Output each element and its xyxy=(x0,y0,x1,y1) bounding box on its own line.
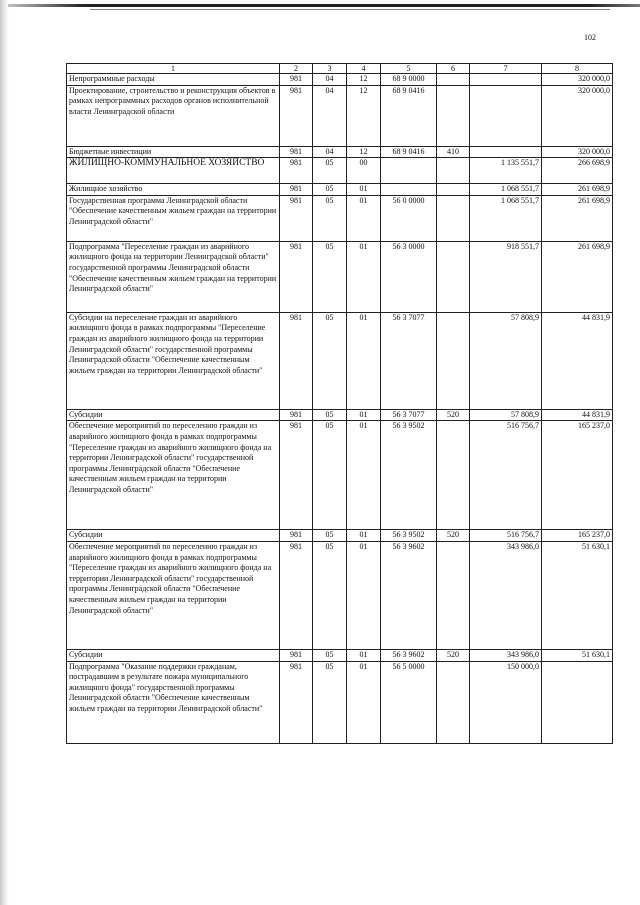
column-header: 1 xyxy=(67,64,280,74)
cell-amount-2: 320 000,0 xyxy=(542,74,613,86)
cell-target-article: 56 5 0000 xyxy=(381,661,437,743)
cell-amount-1: 1 135 551,7 xyxy=(470,158,542,184)
table-row xyxy=(67,649,613,661)
cell-section: 05 xyxy=(313,661,347,743)
cell-section: 04 xyxy=(313,85,347,146)
cell-subsection: 00 xyxy=(347,158,381,184)
cell-ministry-code: 981 xyxy=(280,409,313,421)
cell-name: Субсидии на переселение граждан из аварийного жилищного фонда в рамках подпрограммы "Переселение граждан из аварийного жилищного фонда на территории Ленинградской области" государственной программы Ленинградской области "Обеспечение качественным жильем граждан на территории Ленинградской области" xyxy=(67,312,280,409)
column-header: 7 xyxy=(470,64,542,74)
cell-amount-2: 51 630,1 xyxy=(542,649,613,661)
cell-target-article: 56 3 7077 xyxy=(381,312,437,409)
table-row xyxy=(67,184,613,196)
cell-amount-2: 320 000,0 xyxy=(542,85,613,146)
cell-expense-type xyxy=(437,421,470,530)
cell-subsection: 01 xyxy=(347,312,381,409)
table-row xyxy=(67,312,613,409)
cell-section: 05 xyxy=(313,421,347,530)
cell-target-article xyxy=(381,184,437,196)
cell-ministry-code: 981 xyxy=(280,241,313,312)
cell-section: 05 xyxy=(313,241,347,312)
cell-section: 05 xyxy=(313,649,347,661)
table-row xyxy=(67,158,613,184)
cell-amount-1 xyxy=(470,146,542,158)
cell-subsection: 12 xyxy=(347,85,381,146)
cell-target-article: 68 9 0416 xyxy=(381,85,437,146)
cell-ministry-code: 981 xyxy=(280,85,313,146)
cell-subsection: 12 xyxy=(347,74,381,86)
cell-expense-type xyxy=(437,184,470,196)
cell-name: Обеспечение мероприятий по переселению граждан из аварийного жилищного фонда в рамках подпрограммы "Переселение граждан из аварийного жилищного фонда на территории Ленинградской области" государственной программы Ленинградской области "Обеспечение качественным жильем граждан на территории Ленинградской области" xyxy=(67,421,280,530)
cell-expense-type xyxy=(437,241,470,312)
cell-target-article xyxy=(381,158,437,184)
cell-section: 04 xyxy=(313,146,347,158)
table-row xyxy=(67,530,613,542)
cell-expense-type xyxy=(437,85,470,146)
cell-subsection: 12 xyxy=(347,146,381,158)
cell-ministry-code: 981 xyxy=(280,146,313,158)
column-header: 2 xyxy=(280,64,313,74)
cell-amount-2: 165 237,0 xyxy=(542,421,613,530)
table-row xyxy=(67,409,613,421)
cell-name: Государственная программа Ленинградской области "Обеспечение качественным жильем граждан на территории Ленинградской области" xyxy=(67,195,280,241)
cell-section: 05 xyxy=(313,158,347,184)
cell-subsection: 01 xyxy=(347,409,381,421)
cell-name: Проектирование, строительство и реконструкция объектов в рамках непрограммных расходов органов исполнительной власти Ленинградской области xyxy=(67,85,280,146)
cell-name: Субсидии xyxy=(67,530,280,542)
table-row xyxy=(67,541,613,649)
cell-amount-1: 918 551,7 xyxy=(470,241,542,312)
cell-expense-type xyxy=(437,541,470,649)
cell-amount-2: 266 698,9 xyxy=(542,158,613,184)
cell-subsection: 01 xyxy=(347,421,381,530)
table-row xyxy=(67,241,613,312)
cell-ministry-code: 981 xyxy=(280,74,313,86)
table-row xyxy=(67,195,613,241)
cell-subsection: 01 xyxy=(347,195,381,241)
cell-target-article: 56 3 9602 xyxy=(381,649,437,661)
table-row xyxy=(67,421,613,530)
cell-target-article: 56 0 0000 xyxy=(381,195,437,241)
cell-expense-type xyxy=(437,195,470,241)
scan-top-line xyxy=(90,9,610,10)
cell-name: Жилищное хозяйство xyxy=(67,184,280,196)
cell-amount-1 xyxy=(470,74,542,86)
cell-amount-1: 516 756,7 xyxy=(470,530,542,542)
cell-section: 05 xyxy=(313,541,347,649)
table-row xyxy=(67,85,613,146)
cell-amount-2: 261 698,9 xyxy=(542,195,613,241)
cell-name: Подпрограмма "Оказание поддержки гражданам, пострадавшим в результате пожара муниципального жилищного фонда" государственной программы Ленинградской области "Обеспечение качественным жильем граждан на территории Ленинградской области" xyxy=(67,661,280,743)
cell-target-article: 56 3 9502 xyxy=(381,530,437,542)
table-row xyxy=(67,146,613,158)
cell-expense-type: 410 xyxy=(437,146,470,158)
cell-section: 05 xyxy=(313,312,347,409)
cell-amount-1: 343 986,0 xyxy=(470,649,542,661)
cell-amount-1: 1 068 551,7 xyxy=(470,195,542,241)
cell-amount-2: 261 698,9 xyxy=(542,184,613,196)
cell-expense-type xyxy=(437,312,470,409)
cell-ministry-code: 981 xyxy=(280,661,313,743)
cell-amount-1: 150 000,0 xyxy=(470,661,542,743)
cell-ministry-code: 981 xyxy=(280,649,313,661)
cell-target-article: 56 3 0000 xyxy=(381,241,437,312)
cell-amount-1: 516 756,7 xyxy=(470,421,542,530)
cell-ministry-code: 981 xyxy=(280,184,313,196)
cell-target-article: 56 3 9502 xyxy=(381,421,437,530)
cell-amount-1: 57 808,9 xyxy=(470,312,542,409)
cell-name: Субсидии xyxy=(67,649,280,661)
scan-edge-shadow xyxy=(0,0,9,905)
column-header: 6 xyxy=(437,64,470,74)
cell-section: 05 xyxy=(313,409,347,421)
cell-section: 05 xyxy=(313,195,347,241)
cell-section: 04 xyxy=(313,74,347,86)
cell-subsection: 01 xyxy=(347,649,381,661)
cell-expense-type: 520 xyxy=(437,649,470,661)
cell-expense-type: 520 xyxy=(437,409,470,421)
cell-name: Подпрограмма "Переселение граждан из аварийного жилищного фонда на территории Ленинградской области" государственной программы Ленинградской области "Обеспечение качественным жильем граждан на территории Ленинградской области" xyxy=(67,241,280,312)
cell-subsection: 01 xyxy=(347,184,381,196)
cell-name: Субсидии xyxy=(67,409,280,421)
cell-target-article: 68 9 0416 xyxy=(381,146,437,158)
column-header: 4 xyxy=(347,64,381,74)
cell-subsection: 01 xyxy=(347,241,381,312)
cell-name: Бюджетные инвестиции xyxy=(67,146,280,158)
cell-amount-2: 51 630,1 xyxy=(542,541,613,649)
cell-section: 05 xyxy=(313,530,347,542)
cell-ministry-code: 981 xyxy=(280,312,313,409)
table-row xyxy=(67,74,613,86)
column-header: 8 xyxy=(542,64,613,74)
page-number: 102 xyxy=(584,33,596,42)
cell-expense-type xyxy=(437,661,470,743)
cell-ministry-code: 981 xyxy=(280,530,313,542)
cell-ministry-code: 981 xyxy=(280,158,313,184)
cell-target-article: 56 3 7077 xyxy=(381,409,437,421)
cell-name: Непрограммные расходы xyxy=(67,74,280,86)
budget-table xyxy=(66,63,613,744)
cell-ministry-code: 981 xyxy=(280,541,313,649)
table-row xyxy=(67,661,613,743)
cell-amount-2: 261 698,9 xyxy=(542,241,613,312)
cell-expense-type xyxy=(437,158,470,184)
column-header: 3 xyxy=(313,64,347,74)
cell-name: ЖИЛИЩНО-КОММУНАЛЬНОЕ ХОЗЯЙСТВО xyxy=(67,158,280,184)
cell-amount-2: 320 000,0 xyxy=(542,146,613,158)
cell-amount-2: 165 237,0 xyxy=(542,530,613,542)
cell-name: Обеспечение мероприятий по переселению граждан из аварийного жилищного фонда в рамках подпрограммы "Переселение граждан из аварийного жилищного фонда на территории Ленинградской области" государственной программы Ленинградской области "Обеспечение качественным жильем граждан на территории Ленинградской области" xyxy=(67,541,280,649)
scan-top-border xyxy=(8,4,640,7)
cell-amount-1: 343 986,0 xyxy=(470,541,542,649)
cell-amount-1: 1 068 551,7 xyxy=(470,184,542,196)
cell-amount-2: 44 831,9 xyxy=(542,409,613,421)
cell-amount-2 xyxy=(542,661,613,743)
cell-target-article: 68 9 0000 xyxy=(381,74,437,86)
table-header-row xyxy=(67,64,613,74)
cell-ministry-code: 981 xyxy=(280,195,313,241)
cell-ministry-code: 981 xyxy=(280,421,313,530)
cell-target-article: 56 3 9602 xyxy=(381,541,437,649)
cell-amount-1 xyxy=(470,85,542,146)
cell-subsection: 01 xyxy=(347,541,381,649)
cell-section: 05 xyxy=(313,184,347,196)
cell-expense-type: 520 xyxy=(437,530,470,542)
cell-expense-type xyxy=(437,74,470,86)
cell-subsection: 01 xyxy=(347,661,381,743)
cell-amount-1: 57 808,9 xyxy=(470,409,542,421)
cell-amount-2: 44 831,9 xyxy=(542,312,613,409)
cell-subsection: 01 xyxy=(347,530,381,542)
column-header: 5 xyxy=(381,64,437,74)
